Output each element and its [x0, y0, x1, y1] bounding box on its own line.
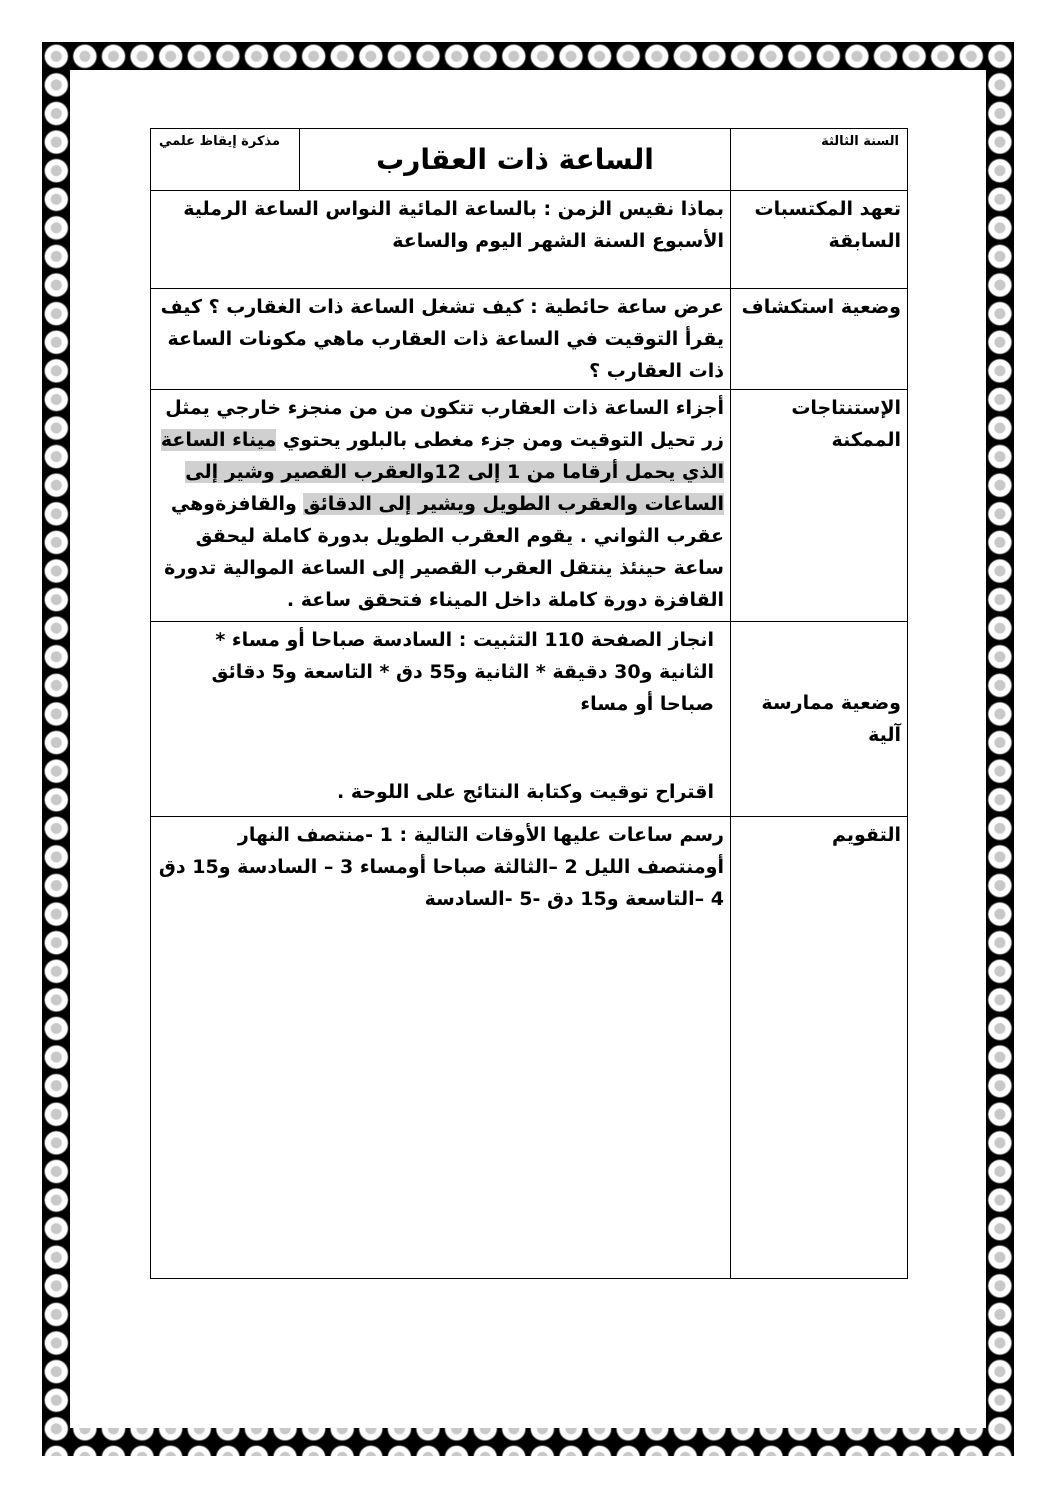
row-label: وضعية استكشاف: [731, 289, 908, 390]
row-content: [151, 622, 731, 817]
grade-label: السنة الثالثة: [731, 129, 908, 191]
header-row: [151, 129, 908, 191]
row-label: التقويم: [731, 817, 908, 1279]
row-label: الإستنتاجات الممكنة: [731, 390, 908, 622]
row-content: رسم ساعات عليها الأوقات التالية : 1 -منتصف النهار أومنتصف الليل 2 –الثالثة صباحا أومساء 3 – السادسة و15 دق 4 –التاسعة و15 دق -5 -السادسة: [151, 817, 731, 1279]
table-row: [151, 191, 908, 289]
table-row: [151, 817, 908, 1279]
row-content: بماذا نقيس الزمن : بالساعة المائية النواس الساعة الرملية الأسبوع السنة الشهر اليوم والساعة: [151, 191, 731, 289]
memo-type: مذكرة إيقاظ علمي: [151, 129, 300, 191]
table-row: [151, 622, 908, 817]
text-part: أجزاء الساعة ذات العقارب تتكون من من منجزء خارجي يمثل زر تحيل التوقيت ومن جزء مغطى بالبلور يحتوي: [165, 397, 724, 451]
row-content: عرض ساعة حائطية : كيف تشغل الساعة ذات الغقارب ؟ كيف يقرأ التوقيت في الساعة ذات العقارب ماهي مكونات الساعة ذات العقارب ؟: [151, 289, 731, 390]
practice-text-2: اقتراح توقيت وكتابة النتائج على اللوحة .: [336, 781, 714, 803]
practice-text: انجاز الصفحة 110 التثبيت : السادسة صباحا أو مساء * الثانية و30 دقيقة * الثانية و55 دق * التاسعة و5 دقائق صباحا أو مساء: [211, 629, 714, 715]
highlighted-text: ميناء الساعة الذي يحمل أرقاما من 1 إلى 12والعقرب القصير وشير إلى الساعات والعقرب الطويل ويشير إلى الدقائق: [160, 429, 724, 515]
lesson-plan-table: [150, 128, 908, 1279]
row-label: وضعية ممارسة آلية: [731, 622, 908, 817]
row-label: تعهد المكتسبات السابقة: [731, 191, 908, 289]
table-row: [151, 390, 908, 622]
lesson-title: الساعة ذات العقارب: [300, 129, 731, 191]
text-part: والقافزةوهي عقرب الثواني . يقوم العقرب الطويل بدورة كاملة ليحقق ساعة حينئذ ينتقل العقرب القصير إلى الساعة الموالية تدورة القافزة دورة كاملة داخل الميناء فتحقق ساعة .: [164, 493, 724, 611]
table-row: [151, 289, 908, 390]
row-content: [151, 390, 731, 622]
